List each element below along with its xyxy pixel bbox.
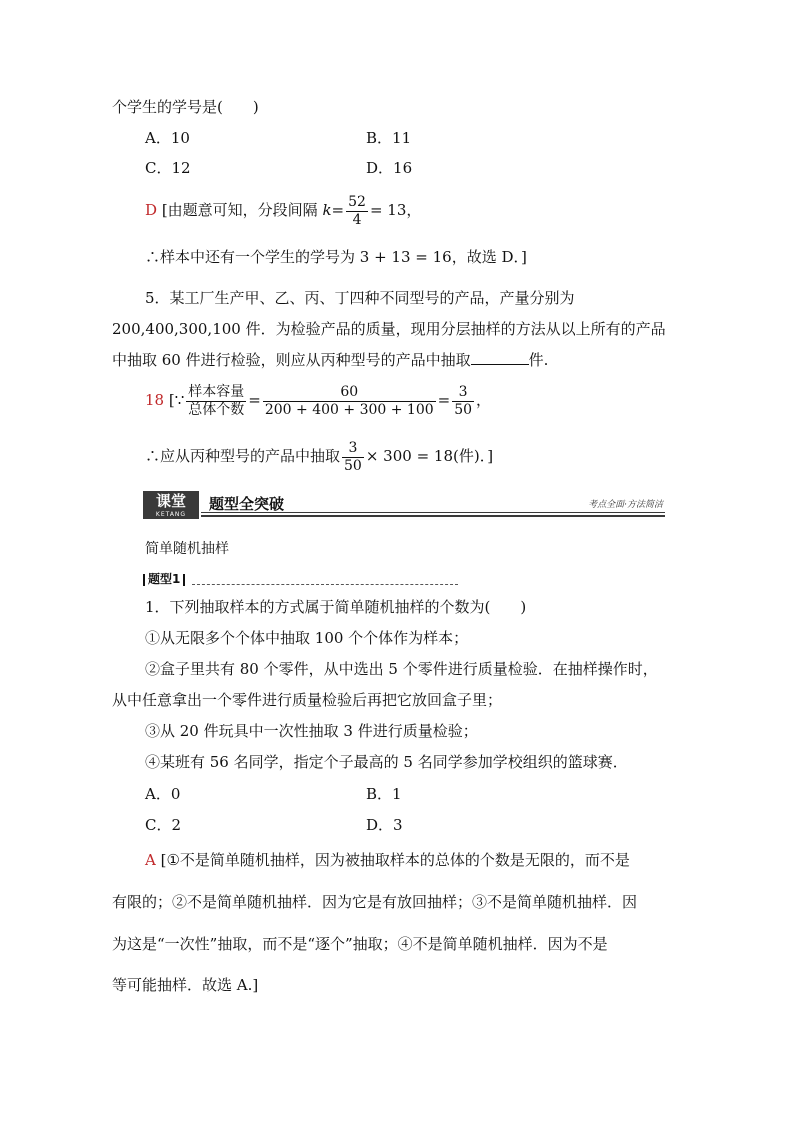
q4-option-a: A．10 (145, 129, 190, 147)
type-tag-text: 题型1 (148, 572, 181, 586)
q5-line2-prefix: ∴应从丙种型号的产品中抽取 (145, 447, 341, 465)
banner-subtitle: 考点全面·方法简洁 (588, 500, 663, 510)
banner-tag (143, 491, 199, 519)
q1-solution-line3: 为这是“一次性”抽取，而不是“逐个”抽取；④不是简单随机抽样．因为不是 (112, 935, 608, 953)
q5-frac-60 (263, 384, 436, 419)
q1-item4: ④某班有 56 名同学，指定个子最高的 5 名同学参加学校组织的篮球赛． (145, 753, 628, 771)
banner-rule-thin (201, 512, 665, 513)
type-tag-bar-right (183, 574, 185, 586)
q4-option-b: B．11 (366, 129, 412, 147)
banner-tag-text: 课堂 (155, 492, 186, 510)
q4-answer-letter: D (145, 201, 158, 219)
q5-f2-den: 200 + 400 + 300 + 100 (264, 401, 434, 418)
q5-f2-num: 60 (263, 384, 436, 402)
banner-rule (201, 515, 665, 517)
q5-line2-suffix: × 300 = 18(件)．] (365, 447, 494, 465)
q4-solution-line2: ∴样本中还有一个学生的学号为 3 + 13 = 16，故选 D．] (145, 248, 527, 266)
q1-answer-letter: A (145, 851, 156, 869)
q5-stem-line1: 5．某工厂生产甲、乙、丙、丁四种不同型号的产品，产量分别为 (145, 289, 575, 307)
q1-solution-line4: 等可能抽样．故选 A.] (112, 976, 259, 994)
q4-frac-num: 52 (348, 193, 366, 210)
q4-frac-den: 4 (352, 211, 362, 228)
q5-stem-line3 (112, 349, 548, 371)
q1-option-a: A．0 (145, 785, 181, 803)
q4-solution-suffix: = 13， (369, 201, 422, 219)
q5-stem-line3-a: 中抽取 60 件进行检验，则应从丙种型号的产品中抽取 (112, 351, 471, 369)
q5-stem-line2: 200,400,300,100 件．为检验产品的质量，现用分层抽样的方法从以上所有的产品 (112, 320, 666, 338)
q1-solution-line1 (145, 849, 630, 871)
q4-fraction (346, 194, 368, 229)
type-tag-dashed-rule (192, 584, 458, 585)
q1-option-c: C．2 (145, 816, 182, 834)
q1-stem: 1．下列抽取样本的方式属于简单随机抽样的个数为( ) (145, 598, 527, 616)
q4-solution-prefix: [由题意可知，分段间隔 (161, 201, 318, 219)
q5-line2-frac-num: 3 (342, 440, 364, 458)
q5-line2-frac (342, 440, 364, 475)
section-banner (143, 491, 665, 519)
q4-solution-line1 (145, 190, 421, 230)
q5-eq2: = (437, 391, 451, 409)
q5-comma: ， (476, 391, 492, 409)
q5-stem-line3-b: 件. (528, 351, 549, 369)
q1-item1: ①从无限多个个体中抽取 100 个个体作为样本； (145, 629, 469, 647)
banner-title: 题型全突破 (209, 495, 285, 513)
q1-solution-line2: 有限的；②不是简单随机抽样．因为它是有放回抽样；③不是简单随机抽样．因 (112, 893, 638, 911)
q5-answer-blank (471, 350, 529, 365)
q5-frac-3-50 (452, 384, 474, 419)
q5-solution-line2 (145, 436, 493, 476)
q4-k-symbol: k (322, 201, 332, 219)
banner-tag-sub: KETANG (155, 511, 187, 518)
q1-item3: ③从 20 件玩具中一次性抽取 3 件进行质量检验； (145, 722, 478, 740)
q5-f1-den: 总体个数 (188, 401, 245, 418)
q5-sol-open: [∵ (168, 391, 185, 409)
q5-answer: 18 (145, 391, 165, 409)
q1-item2-line2: 从中任意拿出一个零件进行质量检验后再把它放回盒子里； (112, 691, 503, 709)
q5-solution-line1 (145, 380, 491, 420)
q5-f3-den: 50 (454, 401, 473, 418)
q5-frac-ratio (186, 384, 246, 419)
q5-f1-num: 样本容量 (188, 383, 245, 400)
q1-option-d: D．3 (366, 816, 403, 834)
q5-line2-frac-den: 50 (344, 457, 362, 474)
q4-option-d: D．16 (366, 159, 413, 177)
q4-eq: = (331, 201, 345, 219)
type-tag (143, 571, 185, 587)
q1-option-b: B．1 (366, 785, 402, 803)
q4-option-c: C．12 (145, 159, 191, 177)
q1-sol-line1-text: [①不是简单随机抽样，因为被抽取样本的总体的个数是无限的，而不是 (160, 851, 630, 869)
q5-eq1: = (248, 391, 261, 409)
section-title: 简单随机抽样 (145, 541, 229, 557)
q4-stem-tail: 个学生的学号是( ) (112, 98, 259, 116)
type-tag-bar-left (143, 574, 145, 586)
q5-f3-num: 3 (452, 384, 474, 402)
q1-item2-line1: ②盒子里共有 80 个零件，从中选出 5 个零件进行质量检验．在抽样操作时， (145, 660, 658, 678)
